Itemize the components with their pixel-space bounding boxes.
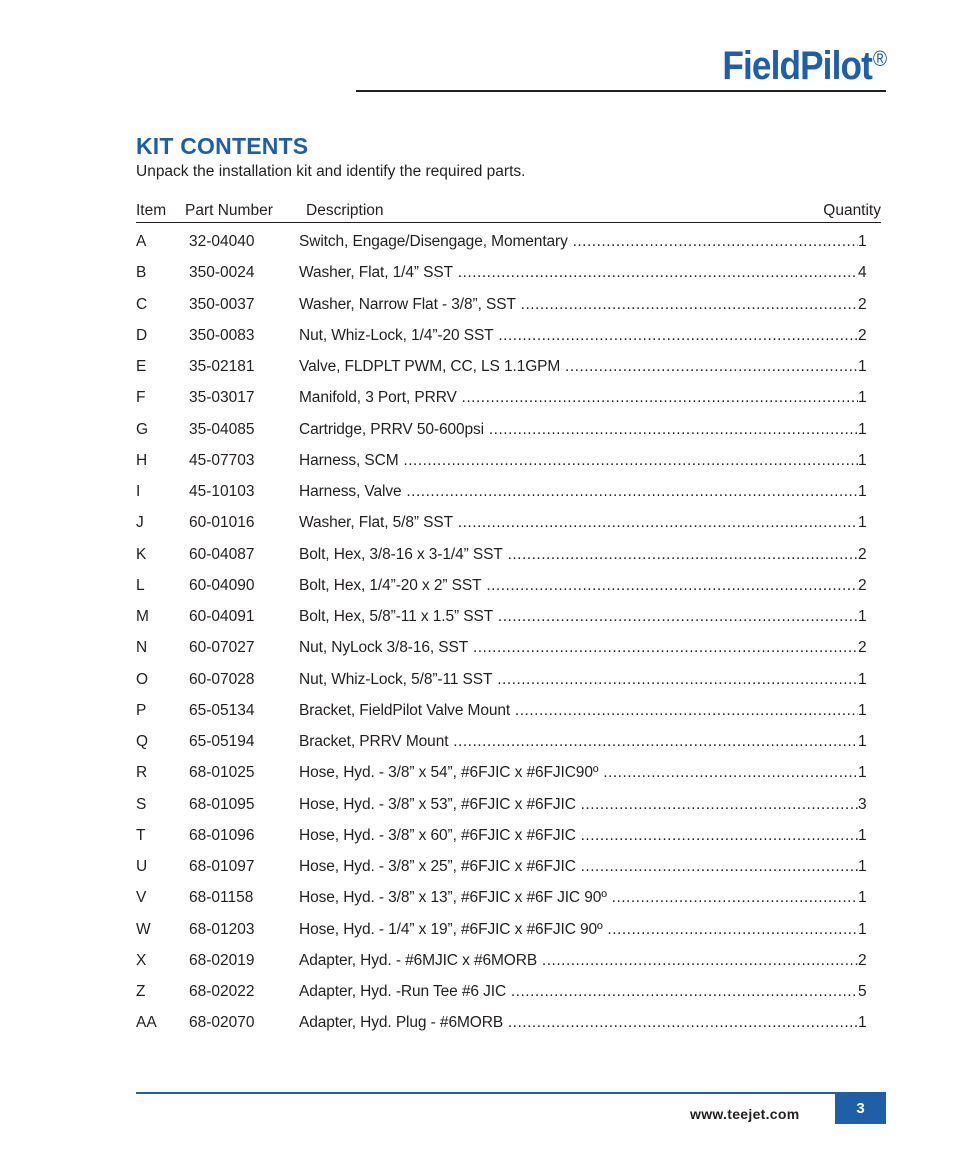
description-cell: Nut, Whiz-Lock, 1/4”-20 SST ..... — [299, 327, 865, 345]
table-row — [136, 889, 881, 920]
part-number-cell: 60-04090 — [189, 576, 255, 594]
table-row — [136, 389, 881, 420]
column-header-description: Description — [306, 202, 384, 219]
table-row — [136, 546, 881, 577]
quantity-cell: 1 — [858, 920, 867, 938]
description-cell: Valve, FLDPLT PWM, CC, LS 1.1GPM ..... — [299, 358, 865, 376]
table-row — [136, 952, 881, 983]
footer-divider — [136, 1092, 886, 1094]
part-number-cell: 68-01158 — [189, 889, 254, 907]
quantity-cell: 5 — [858, 983, 867, 1000]
part-number-cell: 68-01025 — [189, 764, 255, 782]
description-cell: Adapter, Hyd. -Run Tee #6 JIC ..... — [299, 983, 865, 1001]
quantity-cell: 1 — [858, 483, 867, 500]
description-cell: Washer, Narrow Flat - 3/8”, SST ..... — [299, 296, 865, 314]
item-cell: A — [136, 233, 147, 250]
item-cell: L — [136, 576, 145, 594]
brand-name: FieldPilot — [722, 44, 872, 88]
table-row — [136, 327, 881, 358]
website-url: www.teejet.com — [690, 1106, 800, 1122]
item-cell: B — [136, 264, 147, 282]
part-number-cell: 60-04091 — [189, 608, 255, 625]
item-cell: H — [136, 451, 148, 469]
quantity-cell: 3 — [858, 795, 867, 813]
description-cell: Nut, NyLock 3/8-16, SST ..... — [299, 639, 865, 657]
item-cell: J — [136, 514, 144, 532]
part-number-cell: 68-01095 — [189, 795, 255, 813]
table-row — [136, 702, 881, 733]
quantity-cell: 1 — [858, 733, 867, 750]
page-number: 3 — [835, 1093, 886, 1124]
item-cell: Z — [136, 983, 146, 1000]
brand-logo — [722, 44, 886, 89]
table-row — [136, 858, 881, 889]
description-cell: Washer, Flat, 5/8” SST ..... — [299, 514, 865, 532]
description-cell: Adapter, Hyd. Plug - #6MORB ..... — [299, 1014, 865, 1032]
quantity-cell: 1 — [858, 764, 867, 782]
item-cell: F — [136, 389, 146, 407]
column-header-part-number: Part Number — [185, 202, 273, 219]
quantity-cell: 1 — [858, 608, 867, 625]
quantity-cell: 1 — [858, 389, 867, 407]
item-cell: Q — [136, 733, 149, 750]
item-cell: N — [136, 639, 148, 657]
description-cell: Hose, Hyd. - 1/4” x 19”, #6FJIC x #6FJIC 90º ..... — [299, 921, 865, 939]
quantity-cell: 1 — [858, 233, 867, 250]
part-number-cell: 350-0083 — [189, 326, 255, 344]
item-cell: U — [136, 858, 148, 875]
quantity-cell: 2 — [858, 545, 867, 563]
description-cell: Harness, Valve ..... — [299, 483, 865, 501]
quantity-cell: 2 — [858, 295, 867, 313]
part-number-cell: 60-01016 — [189, 514, 255, 532]
part-number-cell: 68-02022 — [189, 983, 255, 1000]
description-cell: Bolt, Hex, 1/4”-20 x 2” SST ..... — [299, 577, 865, 595]
description-cell: Hose, Hyd. - 3/8” x 25”, #6FJIC x #6FJIC ..... — [299, 858, 865, 876]
description-cell: Nut, Whiz-Lock, 5/8”-11 SST ..... — [299, 671, 865, 689]
description-cell: Hose, Hyd. - 3/8” x 60”, #6FJIC x #6FJIC ..... — [299, 827, 865, 845]
column-header-quantity: Quantity — [823, 202, 881, 219]
table-row — [136, 764, 881, 795]
item-cell: T — [136, 826, 146, 844]
quantity-cell: 1 — [858, 889, 867, 907]
part-number-cell: 68-01096 — [189, 826, 255, 844]
part-number-cell: 35-03017 — [189, 389, 255, 407]
description-cell: Hose, Hyd. - 3/8” x 53”, #6FJIC x #6FJIC ..... — [299, 796, 865, 814]
part-number-cell: 68-01097 — [189, 858, 255, 875]
part-number-cell: 60-07028 — [189, 670, 255, 688]
description-cell: Hose, Hyd. - 3/8” x 13”, #6FJIC x #6F JIC 90º ..... — [299, 889, 865, 907]
table-row — [136, 452, 881, 483]
description-cell: Manifold, 3 Port, PRRV ..... — [299, 389, 865, 407]
item-cell: X — [136, 951, 147, 969]
item-cell: S — [136, 795, 147, 813]
item-cell: C — [136, 295, 148, 313]
description-cell: Bolt, Hex, 5/8”-11 x 1.5” SST ..... — [299, 608, 865, 626]
quantity-cell: 1 — [858, 358, 867, 375]
description-cell: Washer, Flat, 1/4” SST ..... — [299, 264, 865, 282]
item-cell: M — [136, 608, 149, 625]
table-row — [136, 827, 881, 858]
part-number-cell: 45-10103 — [189, 483, 255, 500]
table-row — [136, 296, 881, 327]
section-intro: Unpack the installation kit and identify the required parts. — [136, 163, 526, 180]
quantity-cell: 2 — [858, 639, 867, 657]
quantity-cell: 1 — [858, 826, 867, 844]
table-row — [136, 483, 881, 514]
table-row — [136, 577, 881, 608]
part-number-cell: 65-05134 — [189, 701, 255, 719]
description-cell: Cartridge, PRRV 50-600psi ..... — [299, 421, 865, 439]
table-row — [136, 421, 881, 452]
quantity-cell: 2 — [858, 576, 867, 594]
table-row — [136, 921, 881, 952]
part-number-cell: 68-02070 — [189, 1014, 255, 1032]
table-row — [136, 1014, 881, 1045]
item-cell: R — [136, 764, 148, 782]
registered-mark: ® — [872, 46, 886, 71]
item-cell: V — [136, 889, 147, 907]
quantity-cell: 1 — [858, 1014, 867, 1032]
quantity-cell: 1 — [858, 701, 867, 719]
item-cell: K — [136, 545, 147, 563]
quantity-cell: 2 — [858, 951, 867, 969]
part-number-cell: 60-04087 — [189, 545, 255, 563]
description-cell: Bracket, PRRV Mount ..... — [299, 733, 865, 751]
table-row — [136, 983, 881, 1014]
description-cell: Adapter, Hyd. - #6MJIC x #6MORB ..... — [299, 952, 865, 970]
section-title: KIT CONTENTS — [136, 133, 309, 159]
part-number-cell: 65-05194 — [189, 733, 255, 750]
part-number-cell: 35-02181 — [189, 358, 255, 375]
part-number-cell: 350-0037 — [189, 295, 255, 313]
part-number-cell: 60-07027 — [189, 639, 255, 657]
quantity-cell: 1 — [858, 451, 867, 469]
part-number-cell: 45-07703 — [189, 451, 255, 469]
description-cell: Hose, Hyd. - 3/8” x 54”, #6FJIC x #6FJIC90º ..... — [299, 764, 865, 782]
description-cell: Switch, Engage/Disengage, Momentary ..... — [299, 233, 865, 251]
item-cell: G — [136, 420, 149, 438]
description-cell: Harness, SCM ..... — [299, 452, 865, 470]
quantity-cell: 1 — [858, 670, 867, 688]
item-cell: AA — [136, 1014, 157, 1032]
part-number-cell: 35-04085 — [189, 420, 255, 438]
parts-table — [136, 233, 881, 1046]
header-divider — [356, 90, 886, 92]
quantity-cell: 1 — [858, 420, 867, 438]
item-cell: E — [136, 358, 147, 375]
item-cell: D — [136, 326, 148, 344]
quantity-cell: 1 — [858, 858, 867, 875]
item-cell: P — [136, 701, 147, 719]
table-row — [136, 264, 881, 295]
table-row — [136, 608, 881, 639]
table-row — [136, 733, 881, 764]
table-row — [136, 233, 881, 264]
description-cell: Bolt, Hex, 3/8-16 x 3-1/4” SST ..... — [299, 546, 865, 564]
item-cell: I — [136, 483, 141, 500]
item-cell: O — [136, 670, 149, 688]
table-row — [136, 671, 881, 702]
table-row — [136, 639, 881, 670]
table-header — [136, 202, 881, 223]
item-cell: W — [136, 920, 151, 938]
table-row — [136, 358, 881, 389]
part-number-cell: 68-01203 — [189, 920, 255, 938]
part-number-cell: 68-02019 — [189, 951, 255, 969]
quantity-cell: 4 — [858, 264, 867, 282]
description-cell: Bracket, FieldPilot Valve Mount ..... — [299, 702, 865, 720]
quantity-cell: 2 — [858, 326, 867, 344]
part-number-cell: 350-0024 — [189, 264, 255, 282]
table-row — [136, 796, 881, 827]
column-header-item: Item — [136, 202, 167, 219]
part-number-cell: 32-04040 — [189, 233, 255, 250]
table-row — [136, 514, 881, 545]
quantity-cell: 1 — [858, 514, 867, 532]
